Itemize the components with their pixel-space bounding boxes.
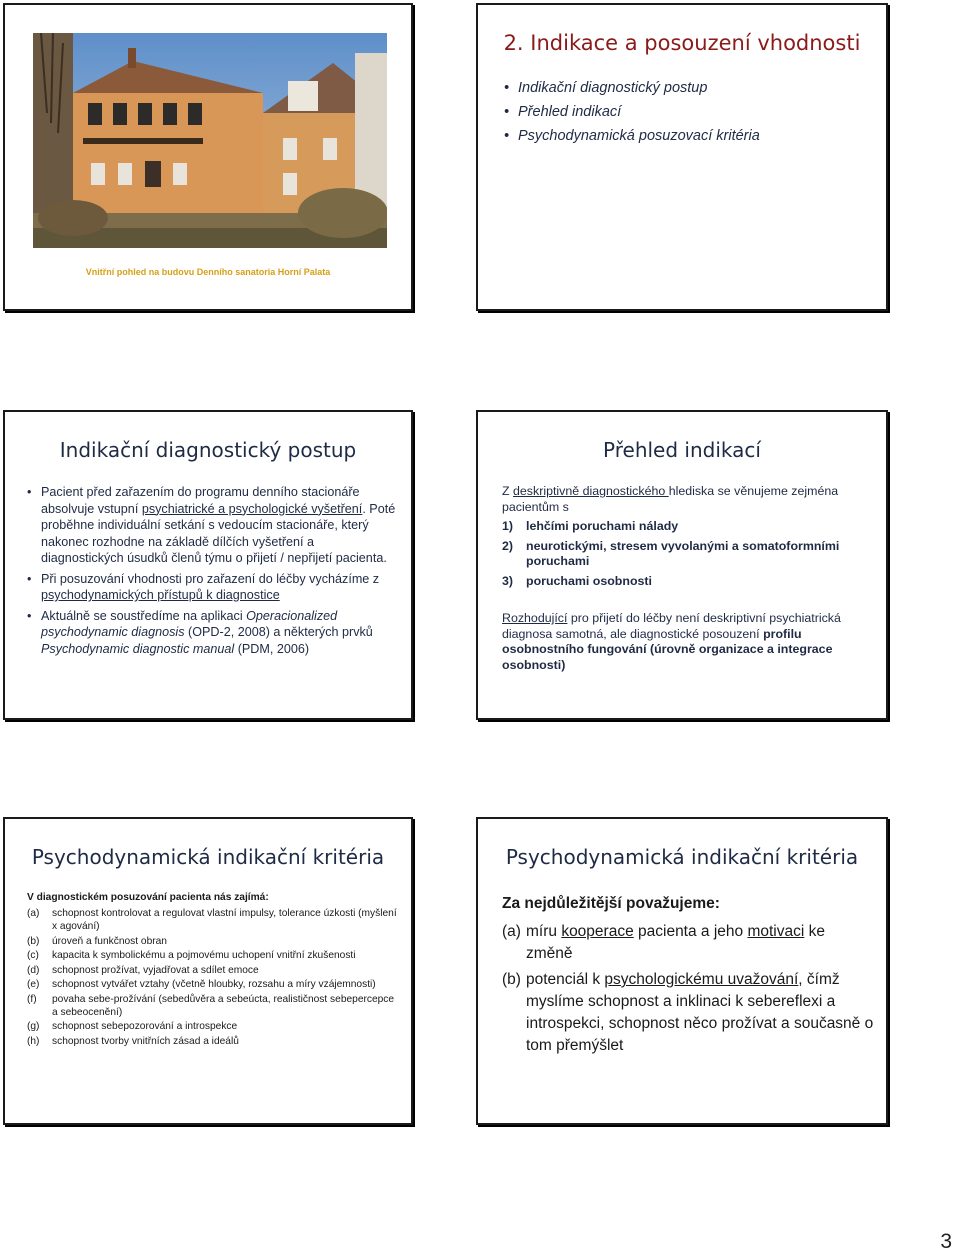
slide-title: 2. Indikace a posouzení vhodnosti [503, 31, 861, 55]
item-letter: (b) [502, 971, 521, 988]
text: ke změně [526, 923, 826, 962]
item-number: 3) [502, 573, 514, 588]
list-item [502, 519, 872, 535]
text: Aktuálně se soustředíme na aplikaci [41, 608, 247, 623]
page-number: 3 [940, 1230, 952, 1253]
underlined-text: psychologickému uvažování [604, 971, 799, 988]
building-photo [33, 33, 387, 248]
slide-title: Indikační diagnostický postup [59, 438, 357, 462]
italic-text: Operacionalized psychodynamic diagnosis [41, 608, 338, 639]
overview-list [504, 80, 874, 152]
procedure-list [27, 484, 399, 661]
underlined-text: psychodynamických přístupů k diagnostice [41, 588, 280, 602]
slide-photo [3, 3, 413, 311]
text: Při posuzování vhodnosti pro zařazení do léčby vycházíme z [41, 571, 380, 586]
item-text: povaha sebe-prožívání (sebedůvěra a sebeúcta, realističnost sebepercepce a sebeocenění) [52, 993, 395, 1018]
item-letter: (d) [27, 964, 40, 976]
list-item: • Indikační diagnostický postup [504, 80, 874, 96]
item-text: schopnost vytvářet vztahy (včetně hloubky, rozsahu a míry vzájemnosti) [52, 979, 376, 990]
list-item: • Psychodynamická posuzovací kritéria [504, 128, 874, 144]
slide-title: Přehled indikací [603, 438, 761, 462]
slide-key-criteria [476, 817, 888, 1125]
bold-text: profilu osobnostního fungování (úrovně organizace a integrace osobnosti) [502, 626, 833, 672]
underlined-text: motivaci [747, 923, 805, 940]
slide-section-overview [476, 3, 888, 311]
list-item [502, 921, 874, 965]
slide-psychodynamic-criteria [3, 817, 413, 1125]
text: hlediska se věnujeme zejména pacientům s [502, 484, 839, 514]
key-criteria-heading: Za nejdůležitější považujeme: [502, 895, 720, 912]
list-item [27, 964, 399, 977]
item-text: poruchami osobnosti [526, 573, 652, 588]
list-item [502, 574, 872, 590]
paragraph [502, 484, 872, 515]
item-number: 1) [502, 519, 514, 533]
photo-caption: Vnitřní pohled na budovu Denního sanatoria Horní Palata [85, 267, 331, 277]
item-letter: (g) [27, 1021, 40, 1032]
italic-text: Psychodynamic diagnostic manual [41, 641, 235, 656]
item-text: kapacita k symbolickému a pojmovému uchopení vnitřní zkušenosti [52, 950, 356, 961]
item-letter: (a) [27, 908, 40, 919]
slide-title: Psychodynamická indikační kritéria [31, 845, 385, 869]
text: . Poté proběhne individuální setkání s vedoucím stacionáře, který nakonec rozhodne na základě dílčích vyšetření a diagnostických úsudků členů týmu o přijetí / nepřijetí pacienta. [41, 501, 396, 565]
item-letter: (b) [27, 935, 40, 947]
underlined-text: kooperace [561, 923, 634, 940]
text: potenciál k [526, 971, 605, 988]
underlined-text: deskriptivně diagnostického [513, 484, 669, 498]
slide-title: Psychodynamická indikační kritéria [505, 845, 859, 869]
underlined-text: psychiatrické a psychologické vyšetření [141, 501, 363, 516]
list-item [27, 978, 399, 991]
item-text: neurotickými, stresem vyvolanými a somatoformními poruchami [526, 538, 840, 568]
list-item [27, 993, 399, 1019]
item-letter: (f) [27, 993, 37, 1005]
text: (OPD-2, 2008) a některých prvků [184, 625, 373, 639]
text: , čímž myslíme schopnost a inklinaci k sebereflexi a introspekci, schopnost něco prožívat a současně o tom přemýšlet [526, 971, 874, 1054]
item-text: schopnost prožívat, vyjadřovat a sdílet emoce [52, 964, 259, 976]
text: Z [502, 484, 514, 498]
list-item [502, 969, 874, 1057]
item-letter: (e) [27, 979, 40, 990]
list-item [27, 484, 399, 567]
criteria-body [27, 891, 399, 1049]
item-text: úroveň a funkčnost obran [52, 935, 167, 947]
key-criteria-body [502, 893, 874, 1061]
underlined-text: Rozhodující [502, 611, 568, 625]
item-text: schopnost sebepozorování a introspekce [52, 1021, 238, 1032]
paragraph [502, 611, 872, 673]
item-number: 2) [502, 538, 514, 553]
list-item [27, 935, 399, 948]
criteria-heading: V diagnostickém posuzování pacienta nás zajímá: [27, 892, 269, 903]
list-item: • Přehled indikací [504, 104, 874, 120]
list-item [27, 1020, 399, 1033]
list-item [27, 608, 399, 658]
slide-diagnostic-procedure [3, 410, 413, 720]
list-item [27, 949, 399, 962]
text: pro přijetí do léčby není deskriptivní psychiatrická diagnosa samotná, ale diagnostické posouzení [502, 611, 841, 641]
key-criteria-list [502, 921, 874, 1057]
item-text: schopnost kontrolovat a regulovat vlastní impulsy, tolerance úzkosti (myšlení x agování) [52, 908, 397, 932]
item-text: lehčími poruchami nálady [526, 519, 679, 533]
item-letter: (h) [27, 1035, 40, 1047]
slide-indications-overview [476, 410, 888, 720]
list-item [502, 539, 872, 570]
text: (PDM, 2006) [234, 641, 310, 656]
criteria-list [27, 907, 399, 1048]
item-letter: (c) [27, 950, 39, 961]
indications-body [502, 484, 872, 673]
item-text: schopnost tvorby vnitřních zásad a ideálů [52, 1035, 239, 1047]
list-item [27, 1035, 399, 1048]
list-item [27, 907, 399, 933]
item-letter: (a) [502, 923, 521, 940]
list-item [27, 571, 399, 604]
indications-list [502, 519, 872, 589]
text: pacienta a jeho [633, 923, 748, 940]
text: Pacient před zařazením do programu denního stacionáře absolvuje vstupní [41, 485, 360, 516]
text: míru [526, 923, 562, 940]
